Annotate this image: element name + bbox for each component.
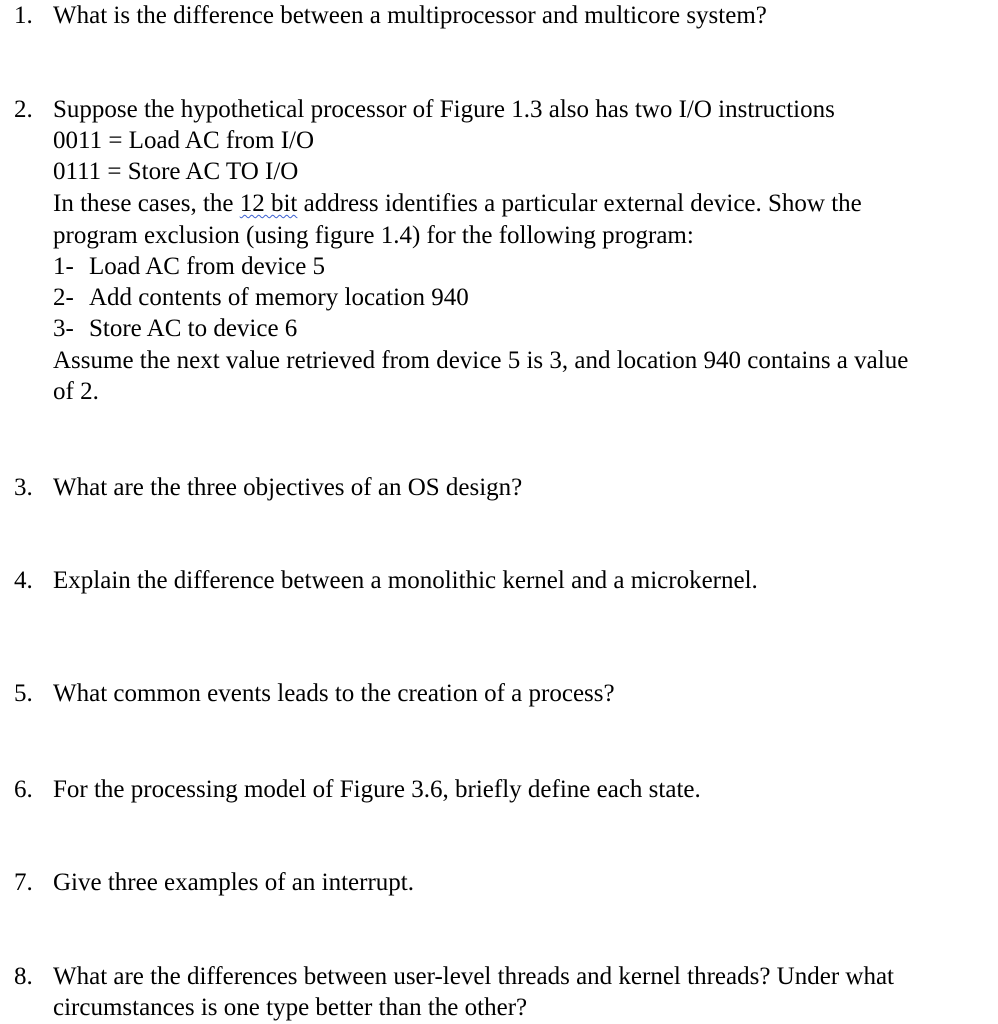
spellcheck-underlined-text: 12 bit bbox=[239, 190, 298, 217]
program-step-2: 2- Add contents of memory location 940 bbox=[53, 284, 469, 311]
program-step-3: 3- Store AC to device 6 bbox=[53, 315, 298, 342]
question-number: 7. bbox=[14, 869, 33, 896]
program-step-1: 1- Load AC from device 5 bbox=[53, 253, 326, 280]
question-text: For the processing model of Figure 3.6, briefly define each state. bbox=[53, 776, 701, 803]
question-text: Suppose the hypothetical processor of Figure 1.3 also has two I/O instructions bbox=[53, 96, 835, 123]
question-text: What are the differences between user-level threads and kernel threads? Under what bbox=[53, 963, 894, 990]
question-text-line: In these cases, the 12 bit address identifies a particular external device. Show the bbox=[53, 190, 862, 217]
question-number: 6. bbox=[14, 776, 33, 803]
question-number: 2. bbox=[14, 96, 33, 123]
question-text-line: Assume the next value retrieved from device 5 is 3, and location 940 contains a value bbox=[53, 347, 909, 374]
question-number: 4. bbox=[14, 567, 33, 594]
question-text-line: circumstances is one type better than the other? bbox=[53, 994, 528, 1021]
question-text: What is the difference between a multiprocessor and multicore system? bbox=[53, 2, 767, 29]
question-number: 1. bbox=[14, 2, 33, 29]
question-number: 5. bbox=[14, 680, 33, 707]
question-text: What common events leads to the creation of a process? bbox=[53, 680, 615, 707]
question-number: 3. bbox=[14, 474, 33, 501]
instruction-load: 0011 = Load AC from I/O bbox=[53, 127, 315, 154]
question-text-line: program exclusion (using figure 1.4) for the following program: bbox=[53, 222, 694, 249]
question-text: Explain the difference between a monolithic kernel and a microkernel. bbox=[53, 567, 758, 594]
instruction-store: 0111 = Store AC TO I/O bbox=[53, 158, 299, 185]
question-text: What are the three objectives of an OS design? bbox=[53, 474, 523, 501]
question-text-line: of 2. bbox=[53, 378, 99, 405]
question-text: Give three examples of an interrupt. bbox=[53, 869, 414, 896]
question-number: 8. bbox=[14, 963, 33, 990]
